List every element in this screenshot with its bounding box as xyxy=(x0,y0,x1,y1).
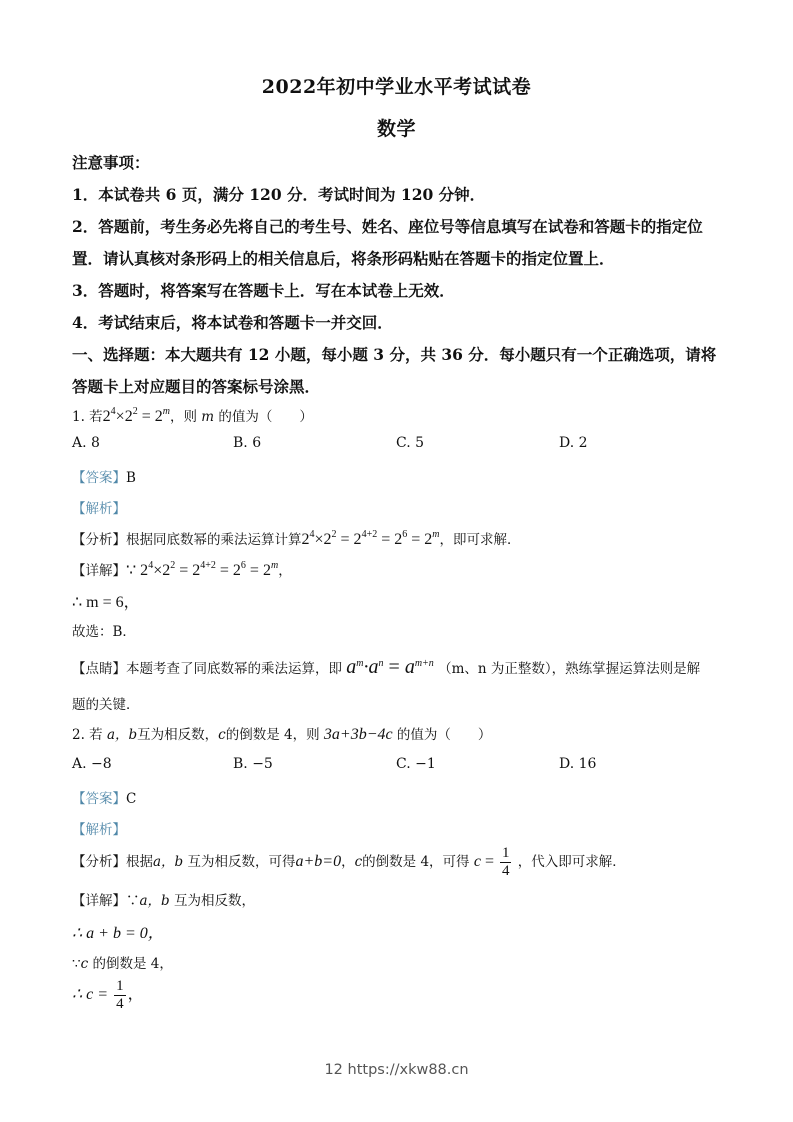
question-2: 2. 若 a，b互为相反数，c的倒数是 4，则 3a+3b−4c 的值为（ ） xyxy=(72,726,492,743)
q1-option-c: C. 5 xyxy=(396,435,425,451)
q2-step-c: ∵c 的倒数是 4， xyxy=(72,956,173,972)
q1-step-m: ∴ m = 6， xyxy=(72,594,140,611)
q1-option-a: A. 8 xyxy=(72,435,100,451)
q1-xiangjie: 【详解】∵ $2^4\times 2^2 = 2^{4+2} = 2^6 = 2^m$， xyxy=(72,560,292,579)
q2-option-a: A. −8 xyxy=(72,756,112,772)
answer-label: 【答案】 xyxy=(72,791,126,807)
q1-dianjing-cont: 题的关键． xyxy=(72,697,140,713)
notice-item-4: 4．考试结束后，将本试卷和答题卡一并交回． xyxy=(72,313,393,332)
q1-answer: 【答案】B xyxy=(72,470,136,486)
q2-step-c-value: ∴ c = $\frac{1}{4}$ ， xyxy=(72,978,144,1012)
q2-step-ab: ∴ a + b = 0， xyxy=(72,925,164,942)
notice-item-2: 2．答题前，考生务必先将自己的考生号、姓名、座位号等信息填写在试卷和答题卡的指定位 xyxy=(72,217,703,236)
q2-option-d: D. 16 xyxy=(559,756,597,772)
exam-title: 2022年初中学业水平考试试卷 xyxy=(261,76,532,98)
page-footer: 12 https://xkw88.cn xyxy=(324,1062,469,1078)
q1-fenxi-equation: $2^4\times 2^2 = 2^{4+2} = 2^6 = 2^m$ xyxy=(301,529,440,548)
answer-label: 【答案】 xyxy=(72,470,126,486)
q2-fenxi-fraction: c = $\frac{1}{4}$ xyxy=(473,845,510,879)
q2-fenxi: 【分析】根据a，b 互为相反数，可得a+b=0，c的倒数是 4，可得 c = $\frac{1}{4}$ ，代入即可求解． xyxy=(72,845,626,879)
q1-analysis-label: 【解析】 xyxy=(72,501,126,517)
q1-choose: 故选：B． xyxy=(72,624,136,640)
q1-option-d: D. 2 xyxy=(559,435,588,451)
question-1: 1. 若$2^4\times 2^2 = 2^m$，则 m 的值为（ ） xyxy=(72,406,313,425)
q1-dianjing-formula: $a^m\cdot a^n = a^{m+n}$ xyxy=(346,656,434,678)
notice-item-3: 3．答题时，将答案写在答题卡上．写在本试卷上无效． xyxy=(72,281,455,300)
q2-option-b: B. −5 xyxy=(233,756,273,772)
q2-xiangjie: 【详解】∵a，b 互为相反数， xyxy=(72,893,255,909)
notice-item-2-cont: 置．请认真核对条形码上的相关信息后，将条形码粘贴在答题卡的指定位置上． xyxy=(72,249,615,268)
q2-analysis-label: 【解析】 xyxy=(72,822,126,838)
q1-fenxi: 【分析】根据同底数幂的乘法运算计算$2^4\times 2^2 = 2^{4+2} = 2^6 = 2^m$，即可求解． xyxy=(72,529,521,548)
q2-answer: 【答案】C xyxy=(72,791,137,807)
q1-xiangjie-equation: ∵ $2^4\times 2^2 = 2^{4+2} = 2^6 = 2^m$ xyxy=(126,560,279,579)
notice-heading: 注意事项： xyxy=(72,153,150,172)
q1-option-b: B. 6 xyxy=(233,435,262,451)
section-instruction-cont: 答题卡上对应题目的答案标号涂黑． xyxy=(72,377,321,396)
notice-item-1: 1．本试卷共 6 页，满分 120 分．考试时间为 120 分钟． xyxy=(72,185,486,204)
subject-title: 数学 xyxy=(376,118,416,140)
q1-equation: $2^4\times 2^2 = 2^m$ xyxy=(102,406,170,425)
q2-option-c: C. −1 xyxy=(396,756,436,772)
section-instruction: 一、选择题：本大题共有 12 小题，每小题 3 分，共 36 分．每小题只有一个正确选项，请将 xyxy=(72,345,717,364)
q1-dianjing: 【点睛】本题考查了同底数幂的乘法运算，即 $a^m\cdot a^n = a^{m+n}$ （m、n 为正整数），熟练掌握运算法则是解 xyxy=(72,656,701,678)
